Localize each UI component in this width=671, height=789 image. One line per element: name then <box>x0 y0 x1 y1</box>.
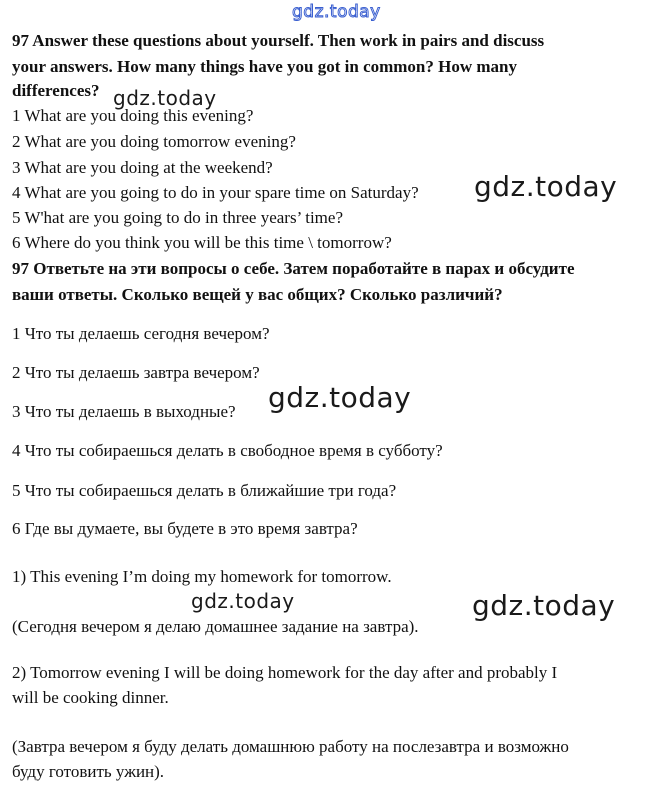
watermark: gdz.today <box>191 589 295 613</box>
question-en-6: 6 Where do you think you will be this time \ tomorrow? <box>12 233 392 252</box>
answer-en-2-line-2: will be cooking dinner. <box>12 688 169 707</box>
watermark: gdz.today <box>472 589 616 622</box>
answer-ru-2-line-2: буду готовить ужин). <box>12 762 165 781</box>
question-ru-2: 2 Что ты делаешь завтра вечером? <box>12 363 260 382</box>
watermark: gdz.today <box>113 86 217 110</box>
question-ru-4: 4 Что ты собираешься делать в свободное время в субботу? <box>12 441 443 460</box>
watermark: gdz.today <box>474 170 618 203</box>
answer-ru-1: (Сегодня вечером я делаю домашнее задание на завтра). <box>12 617 419 636</box>
answer-en-2-line-1: 2) Tomorrow evening I will be doing homework for the day after and probably I <box>12 663 558 682</box>
question-en-5: 5 W'hat are you going to do in three years’ time? <box>12 208 343 227</box>
task-heading-en-line-1: 97 Answer these questions about yourself. Then work in pairs and discuss <box>12 31 545 50</box>
task-heading-en-line-2: your answers. How many things have you got in common? How many <box>12 57 518 76</box>
question-ru-1: 1 Что ты делаешь сегодня вечером? <box>12 324 270 343</box>
task-heading-ru-line-2: ваши ответы. Сколько вещей у вас общих? Сколько различий? <box>12 285 503 304</box>
question-en-1: 1 What are you doing this evening? <box>12 106 254 125</box>
question-ru-6: 6 Где вы думаете, вы будете в это время завтра? <box>12 519 358 538</box>
task-heading-ru-line-1: 97 Ответьте на эти вопросы о себе. Затем поработайте в парах и обсудите <box>12 259 575 278</box>
watermark: gdz.today <box>268 381 412 414</box>
question-en-4: 4 What are you going to do in your spare time on Saturday? <box>12 183 419 202</box>
answer-en-1: 1) This evening I’m doing my homework for tomorrow. <box>12 567 392 586</box>
answer-ru-2-line-1: (Завтра вечером я буду делать домашнюю работу на послезавтра и возможно <box>12 737 569 756</box>
watermark-top: gdz.today <box>292 2 381 22</box>
question-en-2: 2 What are you doing tomorrow evening? <box>12 132 296 151</box>
question-en-3: 3 What are you doing at the weekend? <box>12 158 273 177</box>
task-heading-en-line-3: differences? <box>12 81 100 100</box>
question-ru-3: 3 Что ты делаешь в выходные? <box>12 402 236 421</box>
question-ru-5: 5 Что ты собираешься делать в ближайшие три года? <box>12 481 397 500</box>
